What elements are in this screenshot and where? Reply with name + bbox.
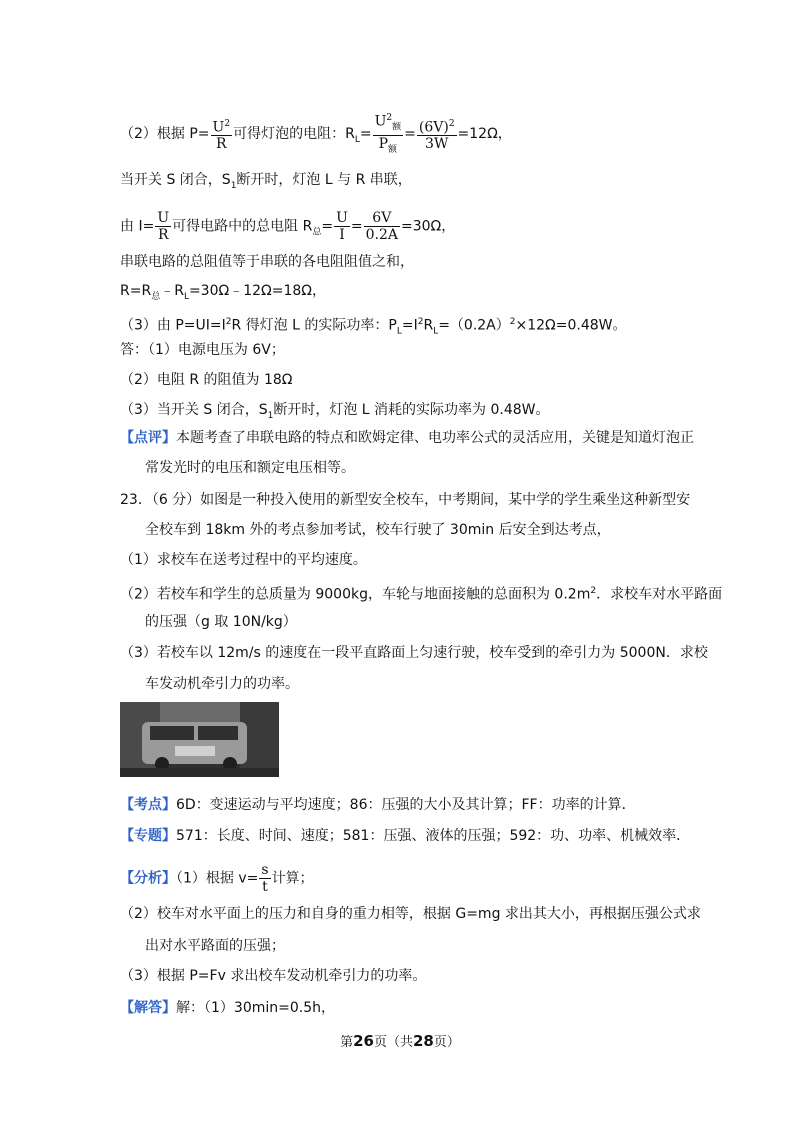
school-bus-image (120, 702, 279, 777)
text-line: 串联电路的总阻值等于串联的各电阻阻值之和， (120, 254, 414, 270)
text-line: （3）根据 P=Fv 求出校车发动机牵引力的功率。 (120, 968, 427, 984)
text-line: （2）若校车和学生的总质量为 9000kg，车轮与地面接触的总面积为 $0.2m^2$．求校车对水平路面 (120, 586, 723, 603)
formula-rated: $\frac{U^2_额}{P_额}$ (373, 110, 404, 158)
subject-line: 【专题】571：长度、时间、速度；581：压强、液体的压强；592：功、功率、机械效率． (120, 828, 691, 844)
text-line: （2）校车对水平面上的压力和自身的重力相等，根据 G=mg 求出其大小，再根据压强公式求 (120, 906, 701, 922)
text-line: 车发动机牵引力的功率。 (145, 676, 299, 692)
text-line: （2）电阻 R 的阻值为 18Ω (120, 372, 293, 388)
text: （2）根据 P= (120, 126, 210, 143)
page-footer: 第26页（共28页） (340, 1032, 460, 1050)
text: 可得灯泡的电阻：R (233, 126, 355, 143)
text-line: 出对水平路面的压强； (145, 938, 285, 954)
tag-comment: 【点评】 (120, 430, 176, 446)
solution-line-resistance: （2）根据 P= $\frac{U^2}{R}$ 可得灯泡的电阻：$R_L=$ $\frac{U^2_额}{P_额}$ = $\frac{(6V)^2}{3W}$ =12Ω， (120, 110, 512, 158)
analysis-line: 【分析】（1）根据 v= $\frac{s}{t}$ 计算； (120, 862, 314, 895)
school-bus-photo (120, 702, 279, 777)
text-line: （3）若校车以 12m/s 的速度在一段平直路面上匀速行驶，校车受到的牵引力为 5000N．求校 (120, 645, 708, 661)
tag-answer: 【解答】 (120, 1000, 176, 1016)
page-number: 26 (353, 1032, 374, 1050)
formula-6v-over-02a: $\frac{6V}{0.2A}$ (365, 210, 398, 243)
text-line: 常发光时的电压和额定电压相等。 (145, 460, 355, 476)
formula-s-over-t: $\frac{s}{t}$ (261, 862, 269, 895)
tag-subject: 【专题】 (120, 828, 176, 844)
tag-analysis: 【分析】 (120, 870, 176, 887)
formula-numeric: $\frac{(6V)^2}{3W}$ (417, 116, 457, 153)
tag-topic: 【考点】 (120, 797, 176, 813)
answer-line: 【解答】解：（1）30min=0.5h， (120, 1000, 335, 1016)
text-line: 当开关 S 闭合，$S_1$断开时，灯泡 L 与 R 串联， (120, 172, 412, 191)
formula-u2-over-r: $\frac{U^2}{R}$ (211, 116, 233, 153)
formula-u-over-r: $\frac{U}{R}$ (157, 210, 170, 243)
text-line: $R=R_总﹣R_L=30\Omega﹣12\Omega=18\Omega$， (120, 283, 326, 302)
text-line: 的压强（g 取 10N/kg） (145, 614, 297, 630)
formula-u-over-i: $\frac{U}{I}$ (336, 210, 348, 243)
text-line: （1）求校车在送考过程中的平均速度。 (120, 552, 367, 568)
comment-line: 【点评】本题考查了串联电路的特点和欧姆定律、电功率公式的灵活应用，关键是知道灯泡正 (120, 430, 694, 446)
text-line: 全校车到 18km 外的考点参加考试，校车行驶了 30min 后安全到达考点， (145, 522, 611, 538)
question-23-line: 23．（6 分）如图是一种投入使用的新型安全校车，中考期间，某中学的学生乘坐这种新型安 (120, 492, 691, 508)
text-line: （3）由 $P=UI=I^2R$ 得灯泡 L 的实际功率：$P_L=I^2R_L=(0.2A)^2\times 12\Omega=0.48W$。 (120, 317, 627, 337)
text-line: （3）当开关 S 闭合，$S_1$断开时，灯泡 L 消耗的实际功率为 0.48W。 (120, 402, 550, 421)
solution-line-total-resistance: 由 I= $\frac{U}{R}$ 可得电路中的总电阻 $R_总=$ $\frac{U}{I}$ = $\frac{6V}{0.2A}$ =30Ω， (120, 210, 456, 243)
page-total: 28 (413, 1032, 434, 1050)
text-line: 答：（1）电源电压为 6V； (120, 342, 285, 358)
topic-line: 【考点】6D：变速运动与平均速度；86：压强的大小及其计算；FF：功率的计算． (120, 797, 636, 813)
